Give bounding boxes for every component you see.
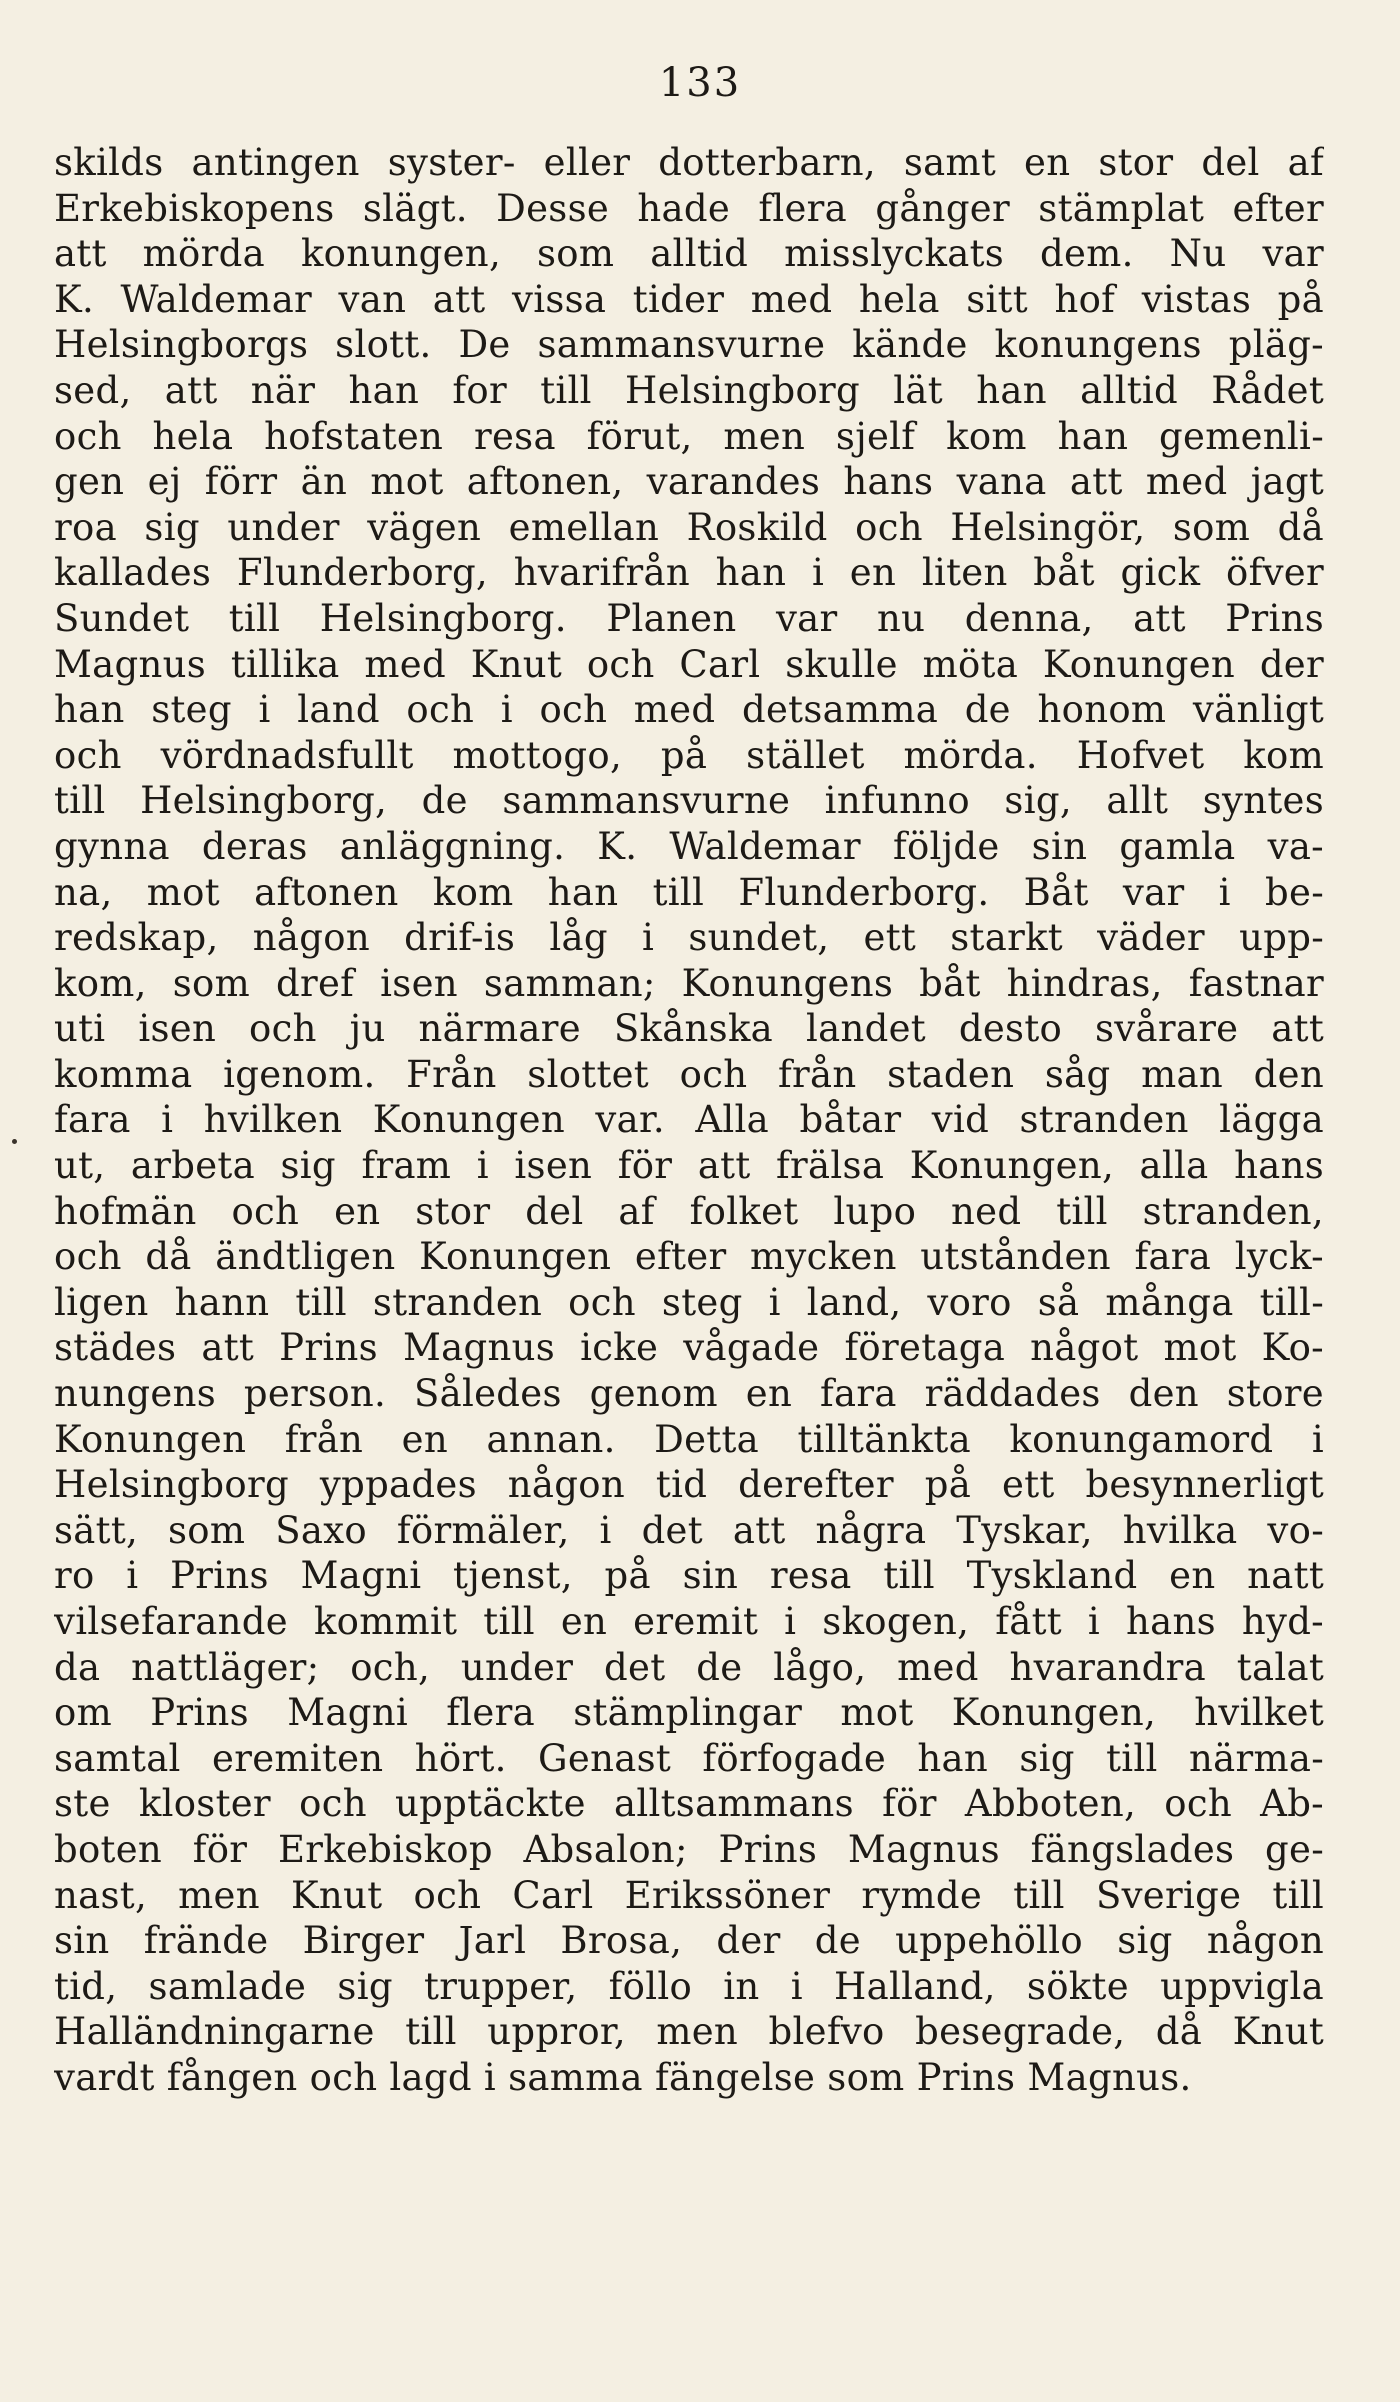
text-line: Helsingborg yppades någon tid derefter på ett besynnerligt	[54, 1463, 1324, 1507]
text-line: städes att Prins Magnus icke vågade företaga något mot Ko-	[54, 1326, 1324, 1370]
text-line: K. Waldemar van att vissa tider med hela sitt hof vistas på	[54, 277, 1324, 321]
text-line: ut, arbeta sig fram i isen för att frälsa Konungen, alla hans	[54, 1144, 1324, 1188]
text-line: komma igenom. Från slottet och från staden såg man den	[54, 1052, 1324, 1096]
text-line: Halländningarne till uppror, men blefvo besegrade, då Knut	[54, 2010, 1324, 2054]
text-line: han steg i land och i och med detsamma de honom vänligt	[54, 688, 1324, 732]
text-line: Helsingborgs slott. De sammansvurne kände konungens pläg-	[54, 323, 1324, 367]
text-line: om Prins Magni flera stämplingar mot Konungen, hvilket	[54, 1691, 1324, 1735]
text-line: samtal eremiten hört. Genast förfogade han sig till närma-	[54, 1736, 1324, 1780]
text-line: nast, men Knut och Carl Erikssöner rymde till Sverige till	[54, 1873, 1324, 1917]
text-line: roa sig under vägen emellan Roskild och Helsingör, som då	[54, 505, 1324, 549]
text-line: Sundet till Helsingborg. Planen var nu denna, att Prins	[54, 596, 1324, 640]
text-line: vardt fången och lagd i samma fängelse som Prins Magnus.	[54, 2055, 1192, 2099]
text-line: ro i Prins Magni tjenst, på sin resa till Tyskland en natt	[54, 1554, 1324, 1598]
text-line: till Helsingborg, de sammansvurne infunno sig, allt syntes	[54, 779, 1324, 823]
text-line: tid, samlade sig trupper, föllo in i Halland, sökte uppvigla	[54, 1964, 1324, 2008]
text-line: att mörda konungen, som alltid misslyckats dem. Nu var	[54, 232, 1324, 276]
text-line: gen ej förr än mot aftonen, varandes hans vana att med jagt	[54, 460, 1324, 504]
margin-mark	[12, 1139, 17, 1144]
text-line: nungens person. Således genom en fara räddades den store	[54, 1372, 1324, 1416]
text-line: ligen hann till stranden och steg i land, voro så många till-	[54, 1280, 1324, 1324]
text-line: Erkebiskopens slägt. Desse hade flera gånger stämplat efter	[54, 186, 1324, 230]
text-line: redskap, någon drif-is låg i sundet, ett starkt väder upp-	[54, 916, 1324, 960]
text-line: Konungen från en annan. Detta tilltänkta konungamord i	[54, 1417, 1324, 1461]
text-line: vilsefarande kommit till en eremit i skogen, fått i hans hyd-	[54, 1600, 1324, 1643]
text-line: da nattläger; och, under det de lågo, med hvarandra talat	[54, 1645, 1324, 1689]
text-line: boten för Erkebiskop Absalon; Prins Magnus fängslades ge-	[54, 1827, 1324, 1871]
page-number: 133	[658, 60, 742, 106]
text-line: fara i hvilken Konungen var. Alla båtar vid stranden lägga	[54, 1098, 1324, 1142]
text-line: sed, att när han for till Helsingborg lät han alltid Rådet	[54, 368, 1324, 412]
text-line: gynna deras anläggning. K. Waldemar följde sin gamla va-	[54, 824, 1324, 868]
text-line: kom, som dref isen samman; Konungens båt hindras, fastnar	[54, 961, 1324, 1005]
text-line: na, mot aftonen kom han till Flunderborg. Båt var i be-	[54, 870, 1324, 914]
text-line: sin frände Birger Jarl Brosa, der de uppehöllo sig någon	[54, 1919, 1324, 1963]
text-line: hofmän och en stor del af folket lupo ned till stranden,	[54, 1189, 1324, 1233]
text-line: och hela hofstaten resa förut, men sjelf kom han gemenli-	[54, 414, 1324, 458]
text-line: skilds antingen syster- eller dotterbarn, samt en stor del af	[54, 141, 1324, 184]
text-line: och då ändtligen Konungen efter mycken utstånden fara lyck-	[54, 1235, 1324, 1279]
text-line: uti isen och ju närmare Skånska landet desto svårare att	[54, 1007, 1324, 1051]
text-line: kallades Flunderborg, hvarifrån han i en liten båt gick öfver	[54, 551, 1324, 595]
text-line: och vördnadsfullt mottogo, på stället mörda. Hofvet kom	[54, 733, 1324, 777]
text-line: sätt, som Saxo förmäler, i det att några Tyskar, hvilka vo-	[54, 1508, 1324, 1552]
text-line: ste kloster och upptäckte alltsammans för Abboten, och Ab-	[54, 1782, 1324, 1826]
body-text	[54, 140, 1324, 2101]
text-line: Magnus tillika med Knut och Carl skulle möta Konungen der	[54, 642, 1324, 686]
